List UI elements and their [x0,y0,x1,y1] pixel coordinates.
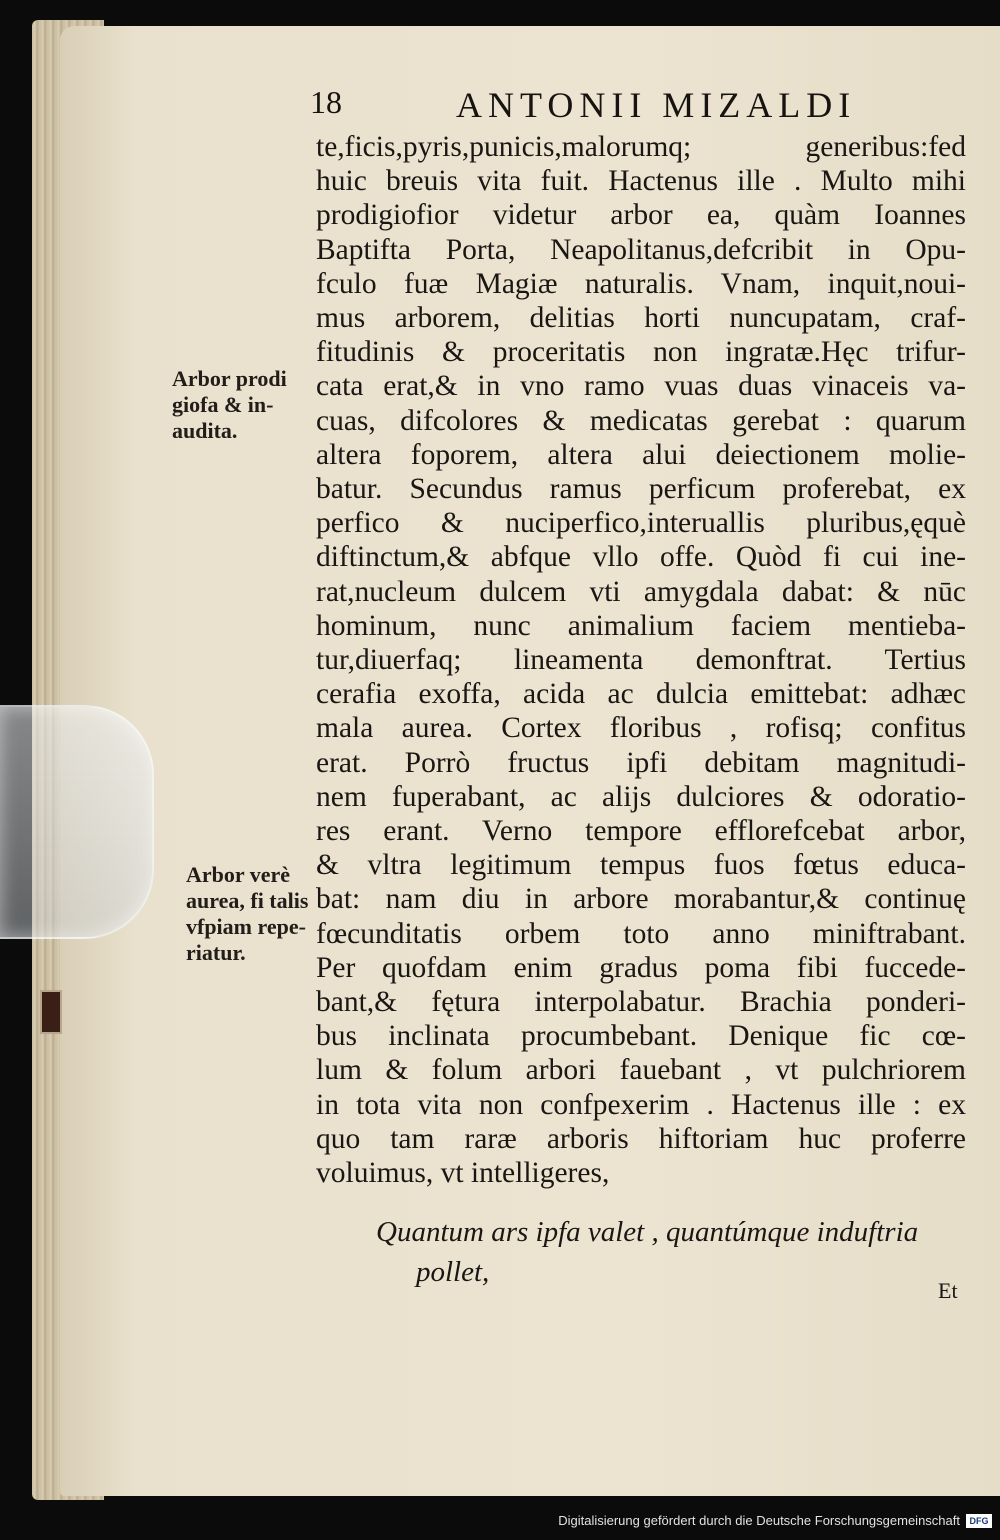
footer-text: Digitalisierung gefördert durch die Deutsche Forschungsgemeinschaft [558,1513,960,1528]
body-line: altera foporem, altera alui deiectionem molie- [316,438,966,471]
marginal-note-2 [186,862,308,966]
body-line: bus inclinata procumbebant. Denique fic cœ- [316,1020,966,1053]
body-line: voluimus, vt intelligeres, [316,1157,610,1190]
body-line: cerafia exoffa, acida ac dulcia emittebat: adhæc [316,678,966,711]
catchword: Et [938,1278,958,1303]
body-line: mala aurea. Cortex floribus , rofisq; confitus [316,712,966,745]
marginal-note-line: audita. [172,418,238,443]
marginal-note-line: riatur. [186,940,246,965]
marginal-note-line: giofa & in- [172,392,274,417]
body-line: batur. Secundus ramus perficum proferebat, ex [316,473,966,506]
body-line: cuas, difcolores & medicatas gerebat : quarum [316,404,966,437]
body-line: fculo fuæ Magiæ naturalis. Vnam, inquit,noui- [316,267,966,300]
body-line: huic breuis vita fuit. Hactenus ille . Multo mihi [316,165,966,198]
marginal-note-line: aurea, fi talis [186,888,309,913]
quote-line: Quantum ars ipfa valet , quantúmque induftria [376,1216,919,1248]
digitization-footer [0,1506,1000,1536]
body-line: erat. Porrò fructus ipfi debitam magnitudi- [316,746,966,779]
body-line: fœcunditatis orbem toto anno miniftrabant. [316,917,966,950]
page-header [310,84,960,128]
body-line: & vltra legitimum tempus fuos fœtus educa- [316,849,966,882]
body-line: tur,diuerfaq; lineamenta demonftrat. Tertius [316,644,966,677]
glass-page-holder [0,705,154,939]
marginal-note-1 [172,366,287,444]
quote-line: pollet, [416,1256,490,1288]
body-line: perfico & nuciperfico,interuallis pluribus,ęquè [316,507,966,540]
page-number: 18 [310,84,342,120]
body-text [316,130,966,1190]
body-line: cata erat,& in vno ramo vuas duas vinaceis va- [316,370,966,403]
bookmark-tab [40,990,62,1034]
body-line: Per quofdam enim gradus poma fibi fuccede- [316,951,966,984]
body-line: Baptifta Porta, Neapolitanus,defcribit in Opu- [316,233,966,266]
body-line: rat,nucleum dulcem vti amygdala dabat: & nūc [316,575,966,608]
body-line: bant,& fętura interpolabatur. Brachia ponderi- [316,986,966,1019]
body-line: nem fuperabant, ac alijs dulciores & odoratio- [316,780,966,813]
body-line: bat: nam diu in arbore morabantur,& continuę [316,883,966,916]
dfg-logo-icon: DFG [966,1514,992,1528]
body-line: mus arborem, delitias horti nuncupatam, craf- [316,302,966,335]
body-line: in tota vita non confpexerim . Hactenus ille : ex [316,1088,966,1121]
body-line: hominum, nunc animalium faciem mentieba- [316,609,966,642]
body-line: res erant. Verno tempore efflorefcebat arbor, [316,815,966,848]
marginal-note-line: Arbor verè [186,862,291,887]
marginal-note-line: vfpiam repe- [186,914,306,939]
body-line: prodigiofior videtur arbor ea, quàm Ioannes [316,199,966,232]
body-line: fitudinis & proceritatis non ingratæ.Hęc trifur- [316,336,966,369]
verse-quote [376,1212,966,1292]
running-head: ANTONII MIZALDI [456,85,857,125]
body-line: lum & folum arbori fauebant , vt pulchriorem [316,1054,966,1087]
body-line: te,ficis,pyris,punicis,malorumq; generibus:fed [316,131,966,163]
marginal-note-line: Arbor prodi [172,366,287,391]
body-line: diftinctum,& abfque vllo offe. Quòd fi cui ine- [316,541,966,574]
body-line: quo tam raræ arboris hiftoriam huc proferre [316,1122,966,1155]
